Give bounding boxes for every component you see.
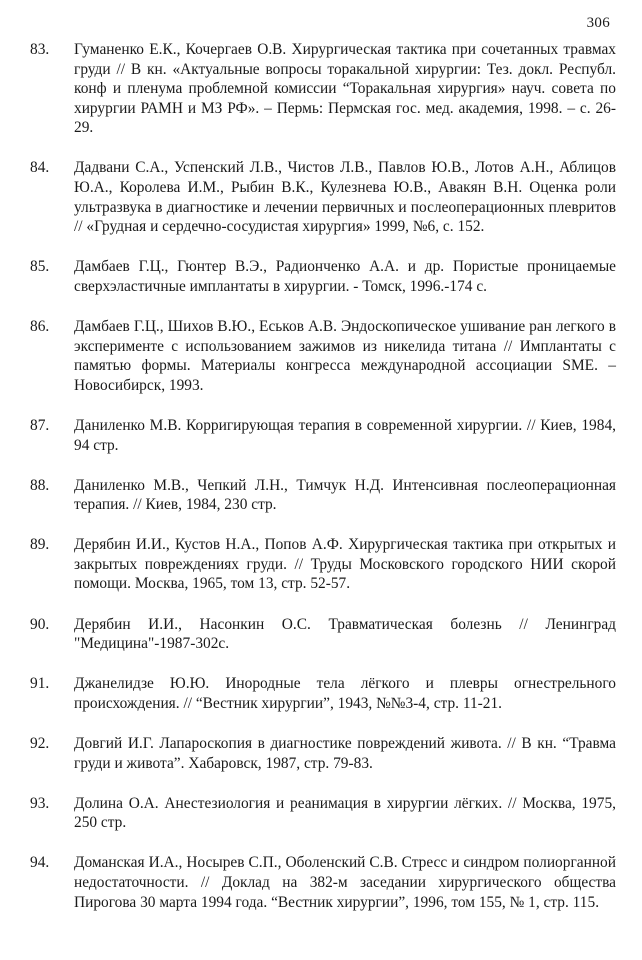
reference-number: 93. (30, 794, 50, 812)
reference-number: 89. (30, 536, 50, 554)
reference-text: Дадвани С.А., Успенский Л.В., Чистов Л.В., Павлов Ю.В., Лотов А.Н., Аблицов Ю.А., Королева И.М., Рыбин В.К., Кулезнева Ю.В., Авакян В.Н. Оценка роли ультразвука в диагностике и лечении первичных и послеоперационных плевритов // «Грудная и сердечно-сосудистая хирургия» 1999, №6, с. 152. (74, 159, 616, 236)
reference-text: Гуманенко Е.К., Кочергаев О.В. Хирургическая тактика при сочетанных травмах груди // В кн. «Актуальные вопросы торакальной хирургии: Тез. докл. Республ. конф и пленума проблемной комиссии “Торакальная хирургия» науч. совета по хирургии РАМН и МЗ РФ». – Пермь: Пермская гос. мед. академия, 1998. – с. 26-29. (74, 41, 616, 137)
reference-item (30, 535, 616, 594)
reference-text: Дамбаев Г.Ц., Гюнтер В.Э., Радионченко А.А. и др. Пористые проницаемые сверхэластичные имплантаты в хирургии. - Томск, 1996.-174 с. (74, 258, 616, 295)
reference-item (30, 674, 616, 713)
reference-item (30, 476, 616, 515)
reference-number: 84. (30, 159, 50, 177)
reference-list (30, 40, 616, 933)
reference-number: 88. (30, 476, 50, 494)
reference-number: 92. (30, 734, 50, 752)
reference-item (30, 734, 616, 773)
reference-item (30, 794, 616, 833)
reference-text: Довгий И.Г. Лапароскопия в диагностике повреждений живота. // В кн. “Травма груди и живота”. Хабаровск, 1987, стр. 79-83. (74, 734, 616, 772)
reference-number: 94. (30, 854, 50, 872)
reference-number: 85. (30, 258, 50, 276)
reference-text: Дерябин И.И., Насонкин О.С. Травматическая болезнь // Ленинград "Медицина"-1987-302с. (74, 615, 616, 653)
reference-item (30, 853, 616, 912)
reference-item (30, 40, 616, 138)
reference-text: Долина О.А. Анестезиология и реанимация в хирургии лёгких. // Москва, 1975, 250 стр. (74, 794, 616, 832)
reference-number: 83. (30, 41, 50, 58)
reference-item (30, 317, 616, 395)
reference-text: Джанелидзе Ю.Ю. Инородные тела лёгкого и плевры огнестрельного происхождения. // “Вестник хирургии”, 1943, №№3-4, стр. 11-21. (74, 675, 616, 712)
reference-number: 86. (30, 318, 50, 336)
reference-text: Дерябин И.И., Кустов Н.А., Попов А.Ф. Хирургическая тактика при открытых и закрытых повреждениях груди. // Труды Московского городского НИИ скорой помощи. Москва, 1965, том 13, стр. 52-57. (74, 536, 616, 593)
reference-number: 90. (30, 615, 50, 633)
reference-item (30, 615, 616, 654)
reference-text: Даниленко М.В. Корригирующая терапия в современной хирургии. // Киев, 1984, 94 стр. (74, 416, 616, 454)
reference-text: Доманская И.А., Носырев С.П., Оболенский С.В. Стресс и синдром полиорганной недостаточности. // Доклад на 382-м заседании хирургического общества Пирогова 30 марта 1994 года. “Вестник хирургии”, 1996, том 155, № 1, стр. 115. (74, 854, 616, 911)
reference-number: 87. (30, 416, 50, 434)
page-number: 306 (586, 15, 610, 31)
reference-number: 91. (30, 675, 50, 693)
reference-item (30, 158, 616, 236)
reference-text: Даниленко М.В., Чепкий Л.Н., Тимчук Н.Д. Интенсивная послеоперационная терапия. // Киев, 1984, 230 стр. (74, 476, 616, 514)
reference-text: Дамбаев Г.Ц., Шихов В.Ю., Еськов А.В. Эндоскопическое ушивание ран легкого в эксперименте с использованием зажимов из никелида титана // Имплантаты с памятью формы. Материалы конгресса международной ассоциации SME. – Новосибирск, 1993. (74, 318, 616, 394)
reference-item (30, 416, 616, 455)
reference-item (30, 257, 616, 296)
